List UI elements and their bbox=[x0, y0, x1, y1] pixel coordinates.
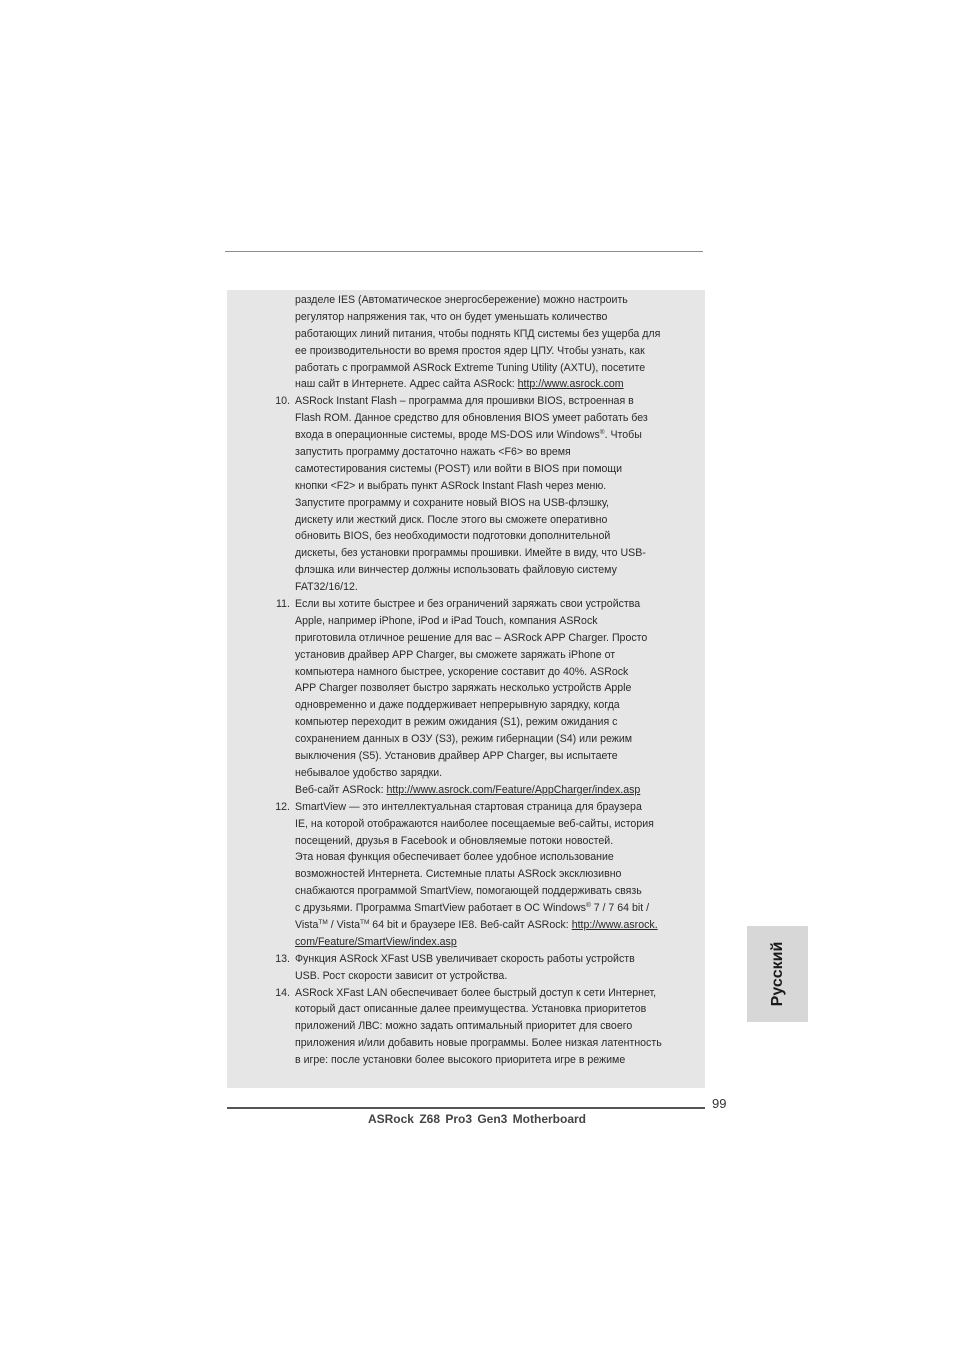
top-rule bbox=[225, 251, 703, 252]
item-line: снабжаются программой SmartView, помогающей поддерживать связь bbox=[295, 885, 642, 898]
item-line: небывалое удобство зарядки. bbox=[295, 766, 443, 779]
item-line: Flash ROM. Данное средство для обновления BIOS умеет работать без bbox=[295, 412, 648, 425]
item-line: Vista™ / Vista™ 64 bit и браузере IE8. Веб-сайт ASRock: http://www.asrock. bbox=[295, 918, 658, 931]
item-line: установив драйвер APP Charger, вы сможете заряжать iPhone от bbox=[295, 648, 616, 661]
item-line: Apple, например iPhone, iPod и iPad Touch, компания ASRock bbox=[295, 614, 598, 627]
list-item-13: 13. Функция ASRock XFast USB увеличивает скорость работы устройств bbox=[295, 951, 690, 968]
item-line: обновить BIOS, без необходимости подготовки дополнительной bbox=[295, 530, 611, 543]
item-number: 11. bbox=[276, 598, 290, 611]
item-line: приготовила отличное решение для вас – ASRock APP Charger. Просто bbox=[295, 631, 648, 644]
language-tab bbox=[747, 926, 808, 1022]
item-line: одновременно и даже поддерживает непрерывную зарядку, когда bbox=[295, 699, 620, 712]
item-number: 12. bbox=[275, 800, 290, 813]
item-line: кнопки <F2> и выбрать пункт ASRock Instant Flash через меню. bbox=[295, 479, 607, 492]
smartview-link[interactable]: com/Feature/SmartView/index.asp bbox=[295, 935, 457, 948]
intro-line: работающих линий питания, чтобы поднять КПД системы без ущерба для bbox=[295, 327, 661, 340]
list-item-14: 14. ASRock XFast LAN обеспечивает более быстрый доступ к сети Интернет, bbox=[295, 985, 690, 1002]
item-line: приложения и/или добавить новые программы. Более низкая латентность bbox=[295, 1037, 662, 1050]
list-item-12: 12. SmartView — это интеллектуальная стартовая страница для браузера bbox=[295, 799, 690, 816]
item-line: посещений, друзья в Facebook и обновляемые потоки новостей. bbox=[295, 834, 614, 847]
item-line: дискеты, без установки программы прошивки. Имейте в виду, что USB- bbox=[295, 547, 646, 560]
item-line bbox=[295, 934, 690, 951]
list-item-10: 10. ASRock Instant Flash – программа для прошивки BIOS, встроенная в bbox=[295, 393, 690, 410]
item-line: с друзьями. Программа SmartView работает в ОС Windows® 7 / 7 64 bit / bbox=[295, 902, 650, 915]
body-text bbox=[275, 292, 690, 1069]
intro-line: ее производительности во время простоя ядер ЦПУ. Чтобы узнать, как bbox=[295, 344, 645, 357]
item-line: компьютера намного быстрее, ускорение составит до 40%. ASRock bbox=[295, 665, 629, 678]
bottom-rule bbox=[227, 1107, 705, 1109]
page-number: 99 bbox=[712, 1096, 727, 1111]
item-line: IE, на которой отображаются наиболее посещаемые веб-сайты, история bbox=[295, 817, 654, 830]
item-number: 14. bbox=[275, 986, 290, 999]
item-line: FAT32/16/12. bbox=[295, 581, 358, 594]
item-line: приложений ЛВС: можно задать оптимальный приоритет для своего bbox=[295, 1020, 633, 1033]
list-item-11: 11. Если вы хотите быстрее и без ограничений заряжать свои устройства bbox=[295, 596, 690, 613]
item-line: входа в операционные системы, вроде MS-DOS или Windows®. Чтобы bbox=[295, 429, 642, 442]
item-line: Запустите программу и сохраните новый BIOS на USB-флэшку, bbox=[295, 496, 609, 509]
item-number: 10. bbox=[275, 395, 290, 408]
intro-line: разделе IES (Автоматическое энергосбережение) можно настроить bbox=[295, 294, 628, 306]
item-line: самотестирования системы (POST) или войти в BIOS при помощи bbox=[295, 462, 623, 475]
footer-title: ASRock Z68 Pro3 Gen3 Motherboard bbox=[367, 1112, 587, 1126]
item-line: сохранением данных в ОЗУ (S3), режим гибернации (S4) или режим bbox=[295, 733, 633, 746]
item-line: дискету или жесткий диск. После этого вы сможете оперативно bbox=[295, 513, 608, 526]
item-line: в игре: после установки более высокого приоритета игре в режиме bbox=[295, 1054, 626, 1067]
item-line: который даст описанные далее преимущества. Установка приоритетов bbox=[295, 1003, 647, 1016]
item-line: флэшка или винчестер должны использовать файловую систему bbox=[295, 564, 617, 577]
language-tab-label: Русский bbox=[768, 941, 786, 1007]
intro-line: работать с программой ASRock Extreme Tuning Utility (AXTU), посетите bbox=[295, 361, 646, 374]
item-line: Веб-сайт ASRock: http://www.asrock.com/Feature/AppCharger/index.asp bbox=[295, 783, 641, 796]
intro-line: регулятор напряжения так, что он будет уменьшать количество bbox=[295, 310, 608, 323]
app-charger-link[interactable]: http://www.asrock.com/Feature/AppCharger/index.asp bbox=[386, 783, 641, 796]
smartview-link[interactable]: http://www.asrock. bbox=[571, 918, 658, 931]
item-line: возможностей Интернета. Системные платы ASRock эксклюзивно bbox=[295, 868, 622, 881]
item-line: Эта новая функция обеспечивает более удобное использование bbox=[295, 851, 614, 864]
item-line: компьютер переходит в режим ожидания (S1), режим ожидания с bbox=[295, 716, 618, 729]
item-line: USB. Рост скорости зависит от устройства. bbox=[295, 969, 508, 982]
item-line: запустить программу достаточно нажать <F6> во время bbox=[295, 446, 571, 459]
item-number: 13. bbox=[275, 952, 290, 965]
asrock-link[interactable]: http://www.asrock.com bbox=[517, 378, 624, 391]
item-line: APP Charger позволяет быстро заряжать несколько устройств Apple bbox=[295, 682, 632, 695]
intro-line: наш сайт в Интернете. Адрес сайта ASRock: http://www.asrock.com bbox=[295, 378, 624, 391]
item-line: выключения (S5). Установив драйвер APP Charger, вы испытаете bbox=[295, 750, 618, 763]
